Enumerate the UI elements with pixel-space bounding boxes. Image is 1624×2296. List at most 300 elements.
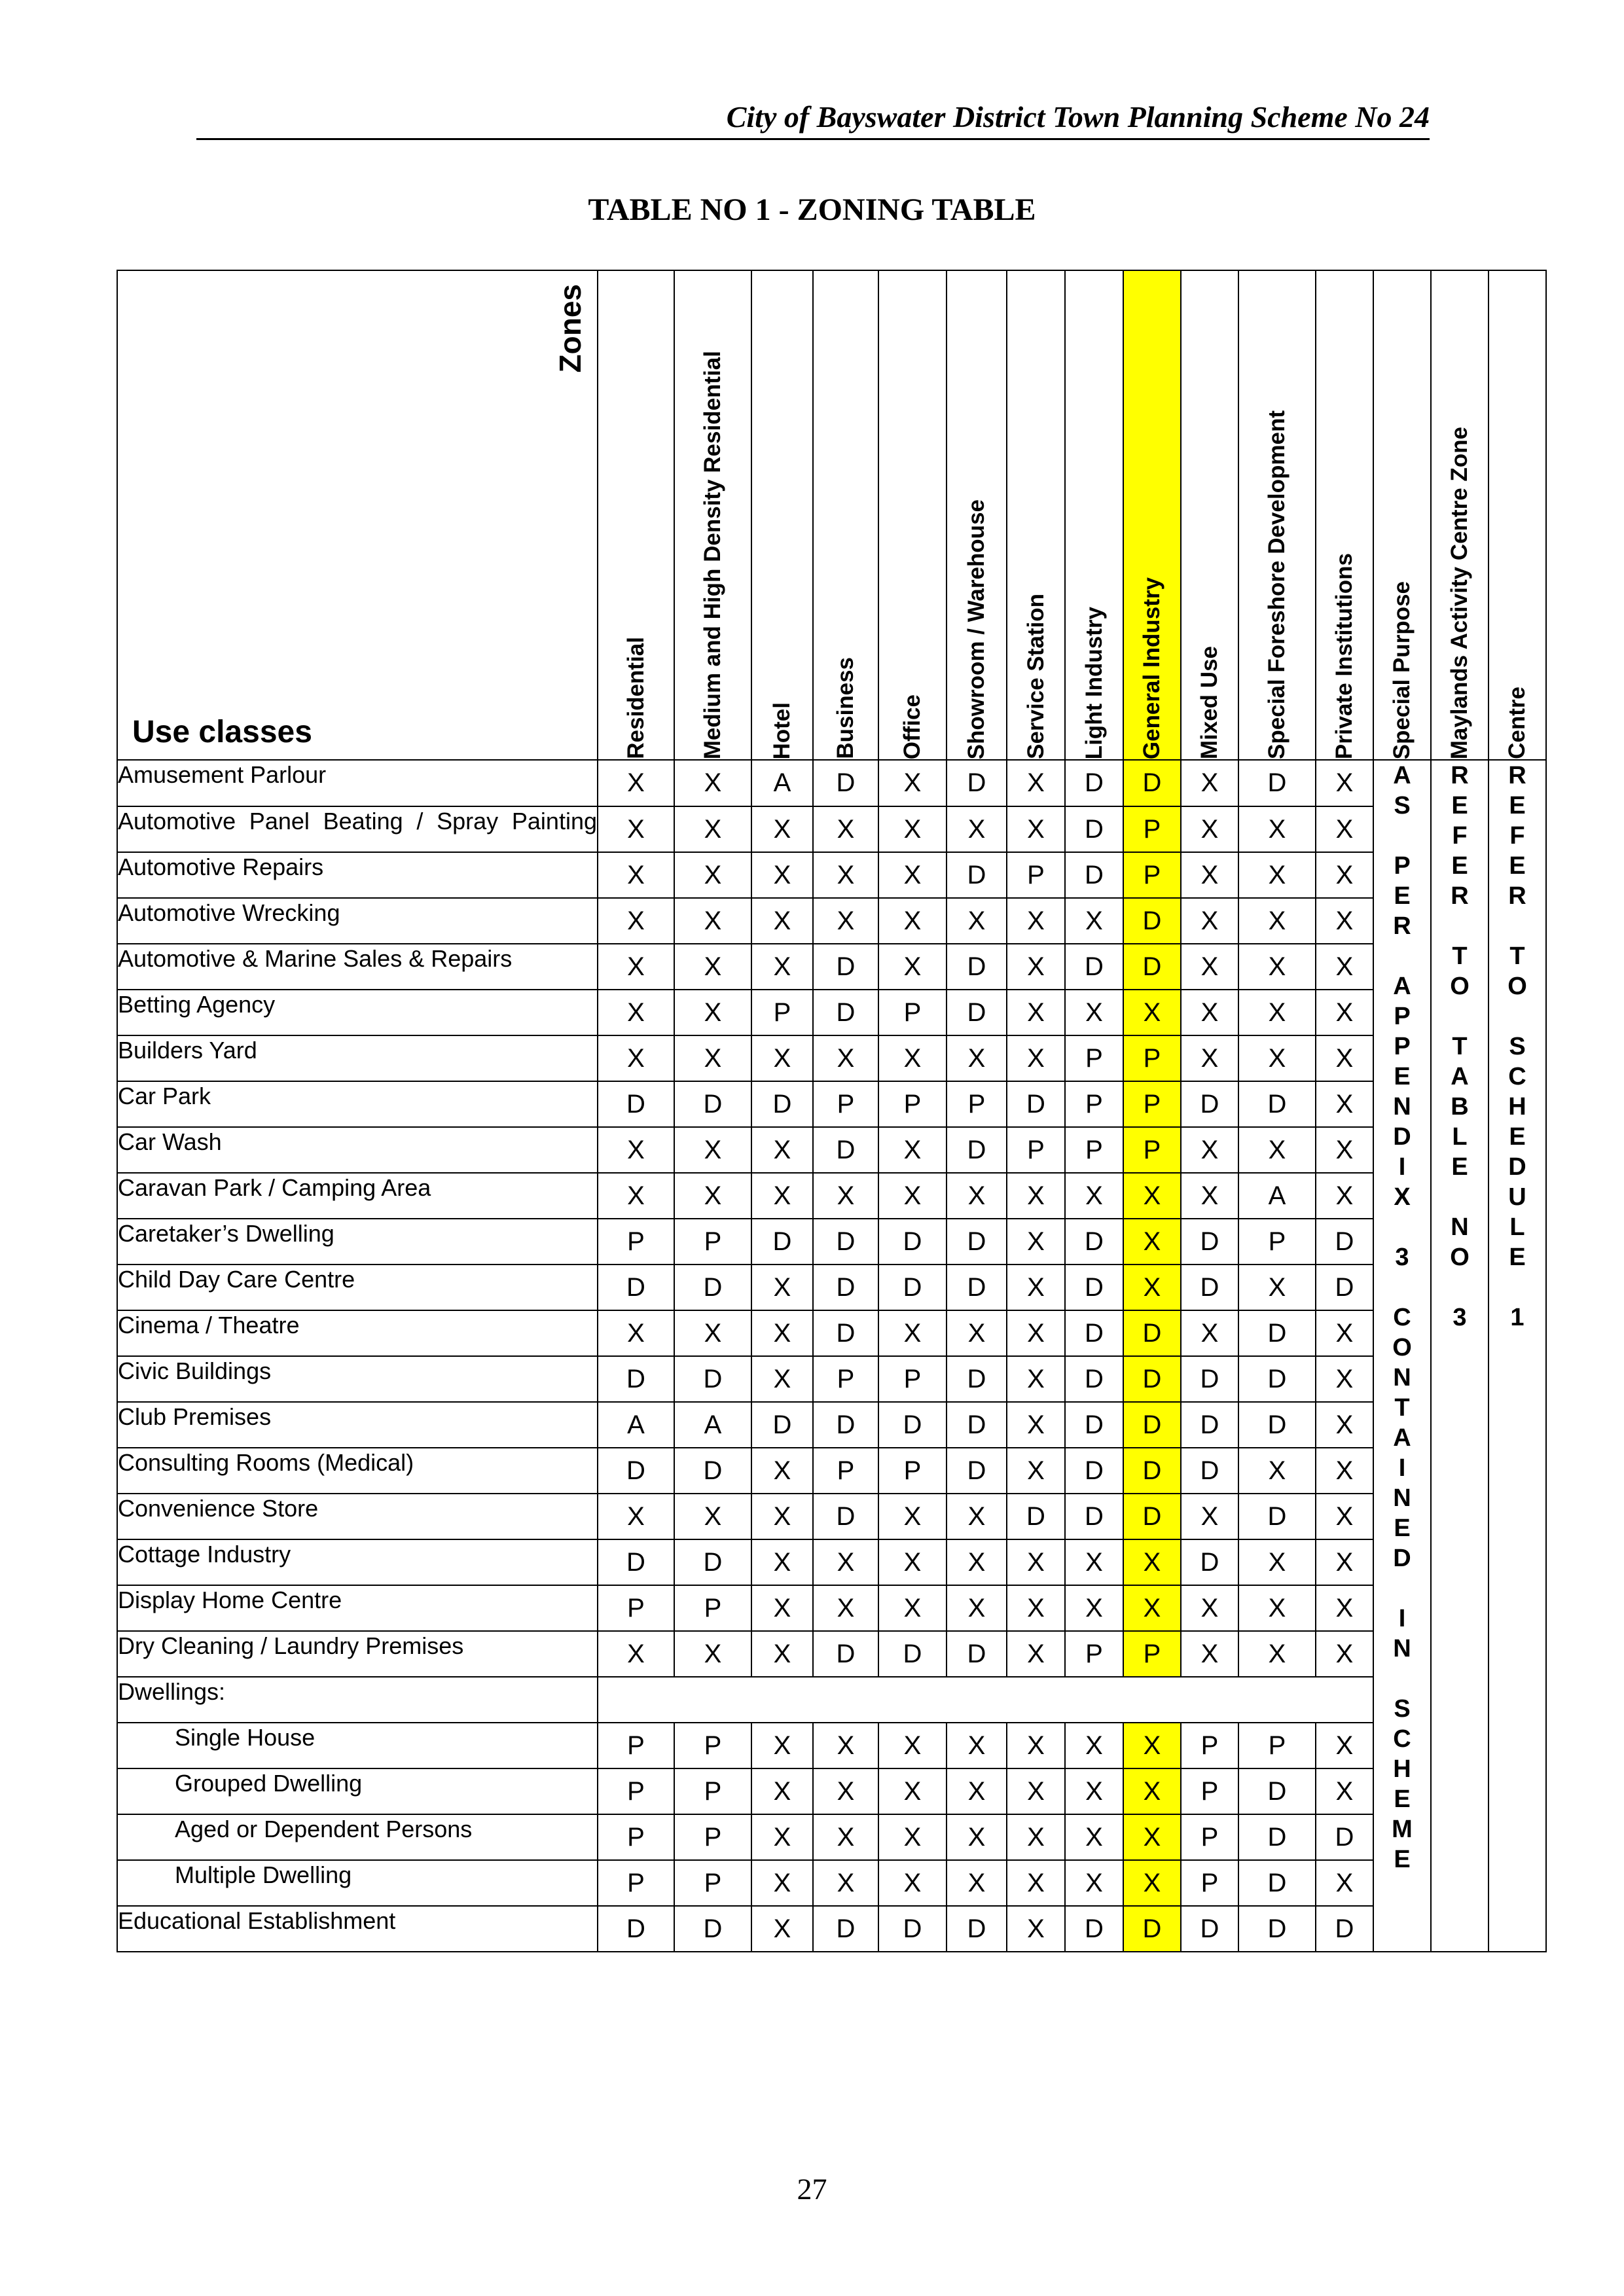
note-letter: E bbox=[1394, 1785, 1411, 1813]
use-class-name: Child Day Care Centre bbox=[117, 1265, 598, 1310]
permission-cell: D bbox=[947, 852, 1007, 898]
permission-cell: X bbox=[1316, 1448, 1373, 1494]
permission-cell: X bbox=[1007, 1631, 1065, 1677]
permission-cell: A bbox=[1238, 1173, 1316, 1219]
permission-cell: X bbox=[1316, 1356, 1373, 1402]
permission-cell: P bbox=[1181, 1723, 1238, 1768]
permission-cell: X bbox=[1123, 1814, 1181, 1860]
use-class-name: Betting Agency bbox=[117, 990, 598, 1035]
permission-cell: D bbox=[598, 1448, 674, 1494]
note-letter: O bbox=[1507, 973, 1527, 1000]
permission-cell: X bbox=[1316, 1768, 1373, 1814]
permission-cell: X bbox=[674, 944, 751, 990]
zone-header-label: Special Purpose bbox=[1389, 581, 1415, 759]
word-gap bbox=[1432, 1182, 1488, 1212]
permission-cell: P bbox=[947, 1081, 1007, 1127]
permission-cell: P bbox=[674, 1585, 751, 1631]
note-letter: O bbox=[1450, 973, 1470, 1000]
permission-cell: P bbox=[674, 1219, 751, 1265]
permission-cell: D bbox=[1065, 806, 1123, 852]
table-row bbox=[117, 1494, 1546, 1539]
table-row bbox=[117, 1814, 1546, 1860]
permission-cell: X bbox=[1123, 1723, 1181, 1768]
permission-cell: X bbox=[751, 1860, 813, 1906]
zone-header-label: Hotel bbox=[769, 702, 795, 759]
permission-cell: X bbox=[878, 760, 947, 806]
note-letter: N bbox=[1393, 1484, 1411, 1512]
note-letter: X bbox=[1394, 1183, 1411, 1211]
permission-cell: X bbox=[598, 1127, 674, 1173]
note-letter: A bbox=[1393, 1424, 1411, 1452]
permission-cell: X bbox=[878, 1539, 947, 1585]
permission-cell: D bbox=[947, 1356, 1007, 1402]
zoning-table bbox=[117, 270, 1547, 1952]
permission-cell: X bbox=[947, 1035, 1007, 1081]
word-gap bbox=[1432, 1272, 1488, 1302]
permission-cell: X bbox=[1007, 1723, 1065, 1768]
note-letter: S bbox=[1394, 1695, 1411, 1723]
permission-cell: X bbox=[878, 1768, 947, 1814]
table-row bbox=[117, 1860, 1546, 1906]
permission-cell: P bbox=[1007, 1127, 1065, 1173]
permission-cell: D bbox=[674, 1356, 751, 1402]
word-gap bbox=[1489, 911, 1545, 941]
permission-cell: X bbox=[1181, 1631, 1238, 1677]
zone-header-residential bbox=[598, 270, 674, 760]
zone-header-general-industry bbox=[1123, 270, 1181, 760]
permission-cell: X bbox=[878, 1310, 947, 1356]
permission-cell: X bbox=[674, 1310, 751, 1356]
permission-cell: X bbox=[878, 1035, 947, 1081]
permission-cell: D bbox=[947, 1906, 1007, 1952]
permission-cell: X bbox=[1007, 1860, 1065, 1906]
permission-cell: P bbox=[598, 1723, 674, 1768]
permission-cell: D bbox=[1123, 898, 1181, 944]
permission-cell: X bbox=[813, 1173, 878, 1219]
scheme-title: City of Bayswater District Town Planning Scheme No 24 bbox=[726, 100, 1430, 134]
permission-cell: D bbox=[813, 944, 878, 990]
zone-header-private-institutions bbox=[1316, 270, 1373, 760]
permission-cell: P bbox=[1065, 1127, 1123, 1173]
permission-cell: P bbox=[674, 1860, 751, 1906]
table-row bbox=[117, 944, 1546, 990]
permission-cell: X bbox=[1007, 1402, 1065, 1448]
permission-cell: P bbox=[1123, 1631, 1181, 1677]
permission-cell: X bbox=[1316, 1035, 1373, 1081]
note-letter: L bbox=[1509, 1213, 1525, 1241]
permission-cell: A bbox=[751, 760, 813, 806]
special-purpose-note bbox=[1373, 760, 1431, 1952]
table-row bbox=[117, 806, 1546, 852]
permission-cell: X bbox=[1123, 1539, 1181, 1585]
permission-cell: X bbox=[947, 1768, 1007, 1814]
permission-cell: D bbox=[878, 1402, 947, 1448]
permission-cell: X bbox=[1238, 1585, 1316, 1631]
permission-cell: P bbox=[1238, 1723, 1316, 1768]
note-letter: E bbox=[1451, 792, 1468, 819]
table-row bbox=[117, 1219, 1546, 1265]
note-letter: H bbox=[1508, 1093, 1526, 1121]
permission-cell: X bbox=[598, 806, 674, 852]
note-letter: D bbox=[1393, 1545, 1411, 1572]
permission-cell: X bbox=[1065, 898, 1123, 944]
permission-cell: X bbox=[1181, 990, 1238, 1035]
permission-cell: X bbox=[598, 944, 674, 990]
permission-cell: D bbox=[1238, 1402, 1316, 1448]
permission-cell: X bbox=[751, 1631, 813, 1677]
permission-cell: X bbox=[1181, 1585, 1238, 1631]
permission-cell: X bbox=[1316, 760, 1373, 806]
word-gap bbox=[1489, 1272, 1545, 1302]
permission-cell: D bbox=[1181, 1356, 1238, 1402]
permission-cell: D bbox=[1123, 1310, 1181, 1356]
table-row bbox=[117, 1585, 1546, 1631]
use-class-name: Cottage Industry bbox=[117, 1539, 598, 1585]
permission-cell: X bbox=[813, 1539, 878, 1585]
permission-cell: X bbox=[813, 1723, 878, 1768]
permission-cell: X bbox=[1123, 1265, 1181, 1310]
note-letter: R bbox=[1508, 882, 1526, 910]
note-letter: O bbox=[1392, 1334, 1412, 1361]
word-gap bbox=[1374, 1664, 1430, 1694]
permission-cell: X bbox=[1123, 1860, 1181, 1906]
permission-cell: D bbox=[674, 1906, 751, 1952]
note-letter: A bbox=[1451, 1063, 1469, 1090]
permission-cell: D bbox=[1238, 1310, 1316, 1356]
permission-cell: D bbox=[1238, 1494, 1316, 1539]
permission-cell: D bbox=[1065, 1402, 1123, 1448]
note-letter: E bbox=[1394, 1063, 1411, 1090]
page-number: 27 bbox=[797, 2172, 827, 2206]
permission-cell: X bbox=[947, 1173, 1007, 1219]
zone-header-special-foreshore-development bbox=[1238, 270, 1316, 760]
page-header bbox=[196, 97, 1430, 140]
permission-cell: X bbox=[751, 1448, 813, 1494]
permission-cell: X bbox=[1007, 1356, 1065, 1402]
permission-cell: X bbox=[1181, 944, 1238, 990]
permission-cell: X bbox=[878, 1494, 947, 1539]
permission-cell: X bbox=[1007, 898, 1065, 944]
permission-cell: D bbox=[1238, 1814, 1316, 1860]
note-letter: P bbox=[1394, 1003, 1411, 1030]
permission-cell: X bbox=[813, 1860, 878, 1906]
permission-cell: D bbox=[813, 1494, 878, 1539]
use-class-name: Car Park bbox=[117, 1081, 598, 1127]
note-letter: D bbox=[1508, 1153, 1526, 1181]
permission-cell: P bbox=[1181, 1768, 1238, 1814]
zone-header-business bbox=[813, 270, 878, 760]
permission-cell: D bbox=[947, 1631, 1007, 1677]
use-class-name: Builders Yard bbox=[117, 1035, 598, 1081]
permission-cell: X bbox=[947, 898, 1007, 944]
zone-header-office bbox=[878, 270, 947, 760]
permission-cell: X bbox=[1316, 1494, 1373, 1539]
permission-cell: D bbox=[1065, 1356, 1123, 1402]
permission-cell: X bbox=[674, 806, 751, 852]
use-class-name: Multiple Dwelling bbox=[117, 1860, 598, 1906]
use-class-name: Educational Establishment bbox=[117, 1906, 598, 1952]
permission-cell: X bbox=[1316, 1585, 1373, 1631]
permission-cell: D bbox=[1007, 1494, 1065, 1539]
permission-cell: X bbox=[1238, 898, 1316, 944]
zone-header-special-purpose bbox=[1373, 270, 1431, 760]
permission-cell: D bbox=[1123, 1448, 1181, 1494]
permission-cell: P bbox=[878, 1081, 947, 1127]
use-class-name: Cinema / Theatre bbox=[117, 1310, 598, 1356]
permission-cell: D bbox=[813, 1265, 878, 1310]
zone-header-label: Medium and High Density Residential bbox=[700, 350, 725, 759]
permission-cell: X bbox=[1316, 1310, 1373, 1356]
permission-cell: P bbox=[813, 1356, 878, 1402]
permission-cell: X bbox=[1007, 760, 1065, 806]
permission-cell: D bbox=[1238, 1768, 1316, 1814]
note-letter: E bbox=[1394, 882, 1411, 910]
permission-cell: X bbox=[674, 1494, 751, 1539]
note-letter: E bbox=[1509, 792, 1526, 819]
permission-cell: P bbox=[1065, 1631, 1123, 1677]
permission-cell: X bbox=[947, 1494, 1007, 1539]
permission-cell: D bbox=[947, 990, 1007, 1035]
permission-cell: X bbox=[751, 1494, 813, 1539]
permission-cell: X bbox=[1007, 1265, 1065, 1310]
permission-cell: X bbox=[947, 806, 1007, 852]
permission-cell: X bbox=[1007, 1768, 1065, 1814]
table-row bbox=[117, 1631, 1546, 1677]
permission-cell: X bbox=[878, 1723, 947, 1768]
permission-cell: X bbox=[598, 1173, 674, 1219]
permission-cell: X bbox=[1181, 898, 1238, 944]
header-corner-cell bbox=[117, 270, 598, 760]
table-row bbox=[117, 1906, 1546, 1952]
permission-cell: X bbox=[1181, 1035, 1238, 1081]
permission-cell: D bbox=[1238, 760, 1316, 806]
permission-cell: D bbox=[813, 1127, 878, 1173]
note-letter: R bbox=[1508, 762, 1526, 789]
permission-cell: D bbox=[947, 1127, 1007, 1173]
permission-cell: P bbox=[878, 990, 947, 1035]
zone-header-label: General Industry bbox=[1139, 577, 1164, 759]
permission-cell: D bbox=[1316, 1265, 1373, 1310]
permission-cell: X bbox=[1181, 1494, 1238, 1539]
permission-cell: X bbox=[751, 1310, 813, 1356]
use-class-name: Automotive Repairs bbox=[117, 852, 598, 898]
zones-label: Zones bbox=[553, 284, 587, 373]
note-letter: P bbox=[1394, 852, 1411, 880]
permission-cell: P bbox=[1238, 1219, 1316, 1265]
table-row bbox=[117, 1402, 1546, 1448]
permission-cell: D bbox=[1316, 1814, 1373, 1860]
permission-cell: X bbox=[1238, 1448, 1316, 1494]
permission-cell: X bbox=[878, 1585, 947, 1631]
permission-cell: D bbox=[1123, 760, 1181, 806]
permission-cell: X bbox=[1007, 1585, 1065, 1631]
permission-cell: X bbox=[1065, 1723, 1123, 1768]
permission-cell: X bbox=[674, 1035, 751, 1081]
permission-cell: D bbox=[1065, 1906, 1123, 1952]
note-letter: C bbox=[1508, 1063, 1526, 1090]
permission-cell: X bbox=[1007, 990, 1065, 1035]
use-class-name: Display Home Centre bbox=[117, 1585, 598, 1631]
table-row bbox=[117, 1448, 1546, 1494]
permission-cell: X bbox=[1316, 898, 1373, 944]
permission-cell: P bbox=[1123, 852, 1181, 898]
note-letter: A bbox=[1393, 973, 1411, 1000]
word-gap bbox=[1432, 911, 1488, 941]
word-gap bbox=[1489, 1001, 1545, 1031]
note-letter: 3 bbox=[1395, 1244, 1409, 1271]
zone-header-label: Showroom / Warehouse bbox=[964, 499, 989, 759]
table-row bbox=[117, 1035, 1546, 1081]
permission-cell: D bbox=[947, 1265, 1007, 1310]
permission-cell: X bbox=[598, 1494, 674, 1539]
word-gap bbox=[1374, 1573, 1430, 1604]
permission-cell: D bbox=[1238, 1860, 1316, 1906]
permission-cell: X bbox=[1181, 1173, 1238, 1219]
use-class-name: Consulting Rooms (Medical) bbox=[117, 1448, 598, 1494]
permission-cell: D bbox=[1238, 1906, 1316, 1952]
permission-cell: X bbox=[813, 806, 878, 852]
permission-cell: X bbox=[751, 1814, 813, 1860]
use-class-name: Aged or Dependent Persons bbox=[117, 1814, 598, 1860]
permission-cell: X bbox=[1238, 1127, 1316, 1173]
permission-cell: D bbox=[674, 1539, 751, 1585]
note-letter: C bbox=[1393, 1304, 1411, 1331]
permission-cell: X bbox=[751, 1173, 813, 1219]
note-letter: N bbox=[1393, 1635, 1411, 1662]
permission-cell: X bbox=[813, 898, 878, 944]
note-letter: F bbox=[1509, 822, 1525, 850]
permission-cell: X bbox=[1181, 852, 1238, 898]
permission-cell: P bbox=[598, 1219, 674, 1265]
permission-cell: X bbox=[1065, 1539, 1123, 1585]
permission-cell: D bbox=[1123, 1356, 1181, 1402]
permission-cell: X bbox=[1007, 1906, 1065, 1952]
word-gap bbox=[1374, 941, 1430, 971]
permission-cell: X bbox=[751, 1356, 813, 1402]
note-letter: N bbox=[1451, 1213, 1469, 1241]
note-letter: F bbox=[1452, 822, 1468, 850]
permission-cell: X bbox=[947, 1539, 1007, 1585]
note-letter: E bbox=[1509, 1244, 1526, 1271]
use-class-name: Convenience Store bbox=[117, 1494, 598, 1539]
table-row bbox=[117, 1768, 1546, 1814]
permission-cell: D bbox=[598, 1539, 674, 1585]
empty-group-cell bbox=[598, 1677, 1373, 1723]
permission-cell: P bbox=[674, 1814, 751, 1860]
permission-cell: X bbox=[674, 1631, 751, 1677]
zone-header-label: Special Foreshore Development bbox=[1264, 410, 1290, 759]
permission-cell: X bbox=[878, 1173, 947, 1219]
use-class-name: Grouped Dwelling bbox=[117, 1768, 598, 1814]
permission-cell: X bbox=[1181, 1310, 1238, 1356]
permission-cell: D bbox=[1065, 852, 1123, 898]
note-letter: I bbox=[1398, 1454, 1406, 1482]
permission-cell: X bbox=[878, 806, 947, 852]
permission-cell: X bbox=[947, 1310, 1007, 1356]
note-letter: A bbox=[1393, 762, 1411, 789]
note-letter: S bbox=[1509, 1033, 1526, 1060]
note-letter: N bbox=[1393, 1364, 1411, 1391]
use-class-name: Caravan Park / Camping Area bbox=[117, 1173, 598, 1219]
permission-cell: X bbox=[878, 944, 947, 990]
note-letter: E bbox=[1451, 1153, 1468, 1181]
note-letter: 3 bbox=[1453, 1304, 1467, 1331]
use-class-name: Club Premises bbox=[117, 1402, 598, 1448]
permission-cell: X bbox=[598, 990, 674, 1035]
use-class-name: Automotive Wrecking bbox=[117, 898, 598, 944]
maylands-note bbox=[1431, 760, 1489, 1952]
permission-cell: D bbox=[598, 1265, 674, 1310]
permission-cell: P bbox=[674, 1723, 751, 1768]
zone-header-light-industry bbox=[1065, 270, 1123, 760]
permission-cell: X bbox=[1316, 1860, 1373, 1906]
permission-cell: X bbox=[751, 944, 813, 990]
permission-cell: X bbox=[1065, 990, 1123, 1035]
table-row bbox=[117, 898, 1546, 944]
permission-cell: X bbox=[751, 1265, 813, 1310]
note-letter: T bbox=[1509, 942, 1525, 970]
permission-cell: X bbox=[1238, 1631, 1316, 1677]
permission-cell: D bbox=[1181, 1081, 1238, 1127]
zone-header-label: Business bbox=[833, 657, 858, 759]
permission-cell: X bbox=[813, 1585, 878, 1631]
table-row bbox=[117, 1539, 1546, 1585]
zone-header-medium-and-high-density-residential bbox=[674, 270, 751, 760]
permission-cell: X bbox=[1316, 1173, 1373, 1219]
use-class-name: Car Wash bbox=[117, 1127, 598, 1173]
permission-cell: X bbox=[751, 1906, 813, 1952]
permission-cell: P bbox=[1007, 852, 1065, 898]
permission-cell: X bbox=[751, 898, 813, 944]
zone-header-service-station bbox=[1007, 270, 1065, 760]
permission-cell: D bbox=[1123, 944, 1181, 990]
permission-cell: X bbox=[1238, 1265, 1316, 1310]
permission-cell: D bbox=[674, 1265, 751, 1310]
permission-cell: D bbox=[947, 1448, 1007, 1494]
permission-cell: P bbox=[1123, 1081, 1181, 1127]
permission-cell: X bbox=[674, 990, 751, 1035]
zone-header-mixed-use bbox=[1181, 270, 1238, 760]
permission-cell: X bbox=[1238, 852, 1316, 898]
zone-header-label: Light Industry bbox=[1081, 606, 1107, 759]
permission-cell: X bbox=[598, 898, 674, 944]
note-letter: T bbox=[1452, 1033, 1468, 1060]
permission-cell: X bbox=[947, 1723, 1007, 1768]
use-classes-label: Use classes bbox=[132, 715, 312, 749]
permission-cell: X bbox=[1007, 944, 1065, 990]
permission-cell: X bbox=[813, 1035, 878, 1081]
table-row bbox=[117, 1356, 1546, 1402]
table-row bbox=[117, 1081, 1546, 1127]
permission-cell: D bbox=[1238, 1356, 1316, 1402]
permission-cell: X bbox=[878, 1127, 947, 1173]
permission-cell: X bbox=[674, 1127, 751, 1173]
permission-cell: D bbox=[1181, 1402, 1238, 1448]
permission-cell: X bbox=[1316, 806, 1373, 852]
permission-cell: D bbox=[1065, 1448, 1123, 1494]
permission-cell: D bbox=[1065, 1494, 1123, 1539]
permission-cell: X bbox=[947, 1860, 1007, 1906]
permission-cell: D bbox=[1065, 944, 1123, 990]
permission-cell: X bbox=[751, 1035, 813, 1081]
permission-cell: P bbox=[1181, 1860, 1238, 1906]
note-letter: U bbox=[1508, 1183, 1526, 1211]
permission-cell: D bbox=[947, 1219, 1007, 1265]
permission-cell: P bbox=[1181, 1814, 1238, 1860]
permission-cell: X bbox=[751, 1723, 813, 1768]
word-gap bbox=[1374, 1272, 1430, 1302]
permission-cell: D bbox=[1065, 1265, 1123, 1310]
